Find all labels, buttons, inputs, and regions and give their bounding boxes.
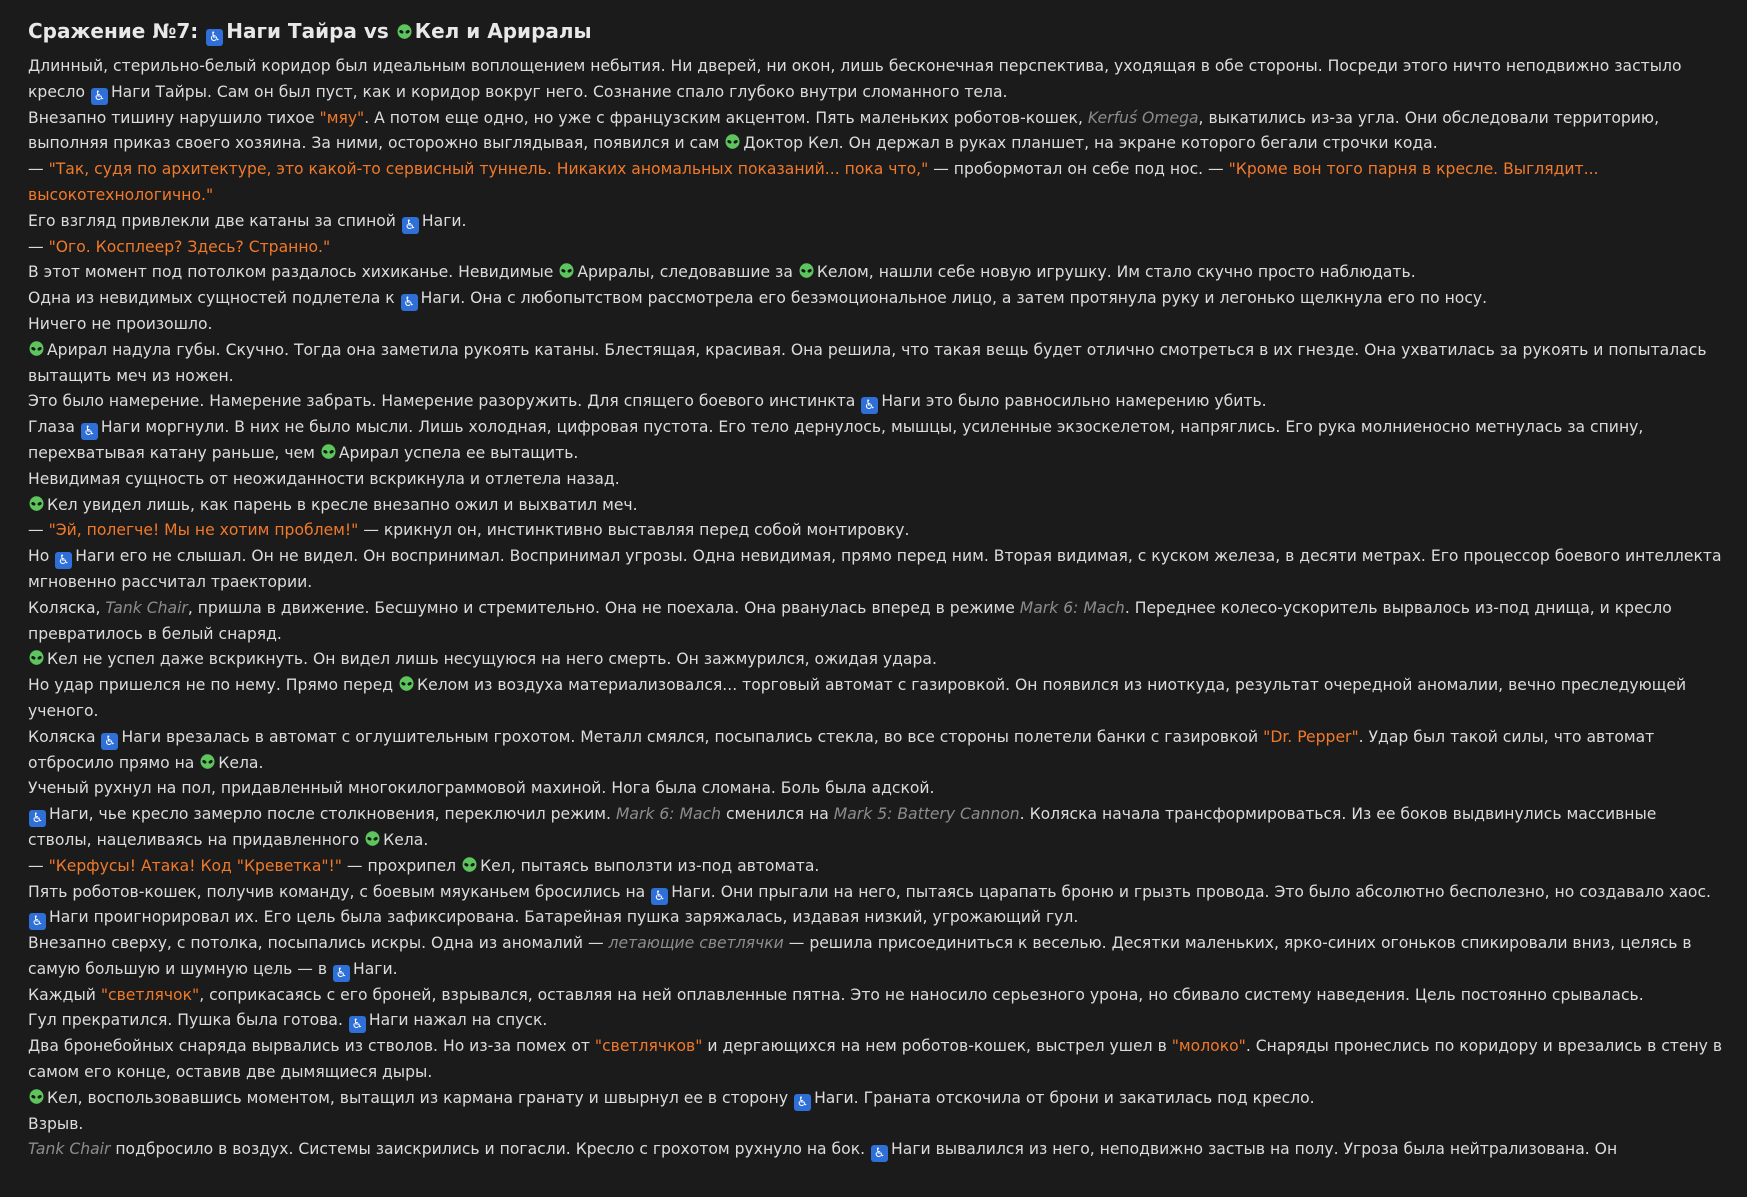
- narration-text: —: [28, 237, 49, 256]
- story-paragraph: [28, 802, 1723, 854]
- story-paragraph: [28, 776, 1723, 802]
- title-prefix: Сражение №7:: [28, 19, 206, 43]
- narration-text: Наги его не слышал. Он не видел. Он воспринимал. Воспринимал угрозы. Одна невидимая, прямо перед ним. Вторая видимая, с куском железа, в десяти метрах. Его процессор боевого интеллекта мгновенно рассчитал траектории.: [28, 547, 1722, 591]
- story-paragraph: [28, 1086, 1723, 1112]
- dialogue-quote: "Dr. Pepper": [1263, 727, 1359, 746]
- title-kel: Кел и Ариралы: [414, 19, 592, 43]
- narration-text: Кела.: [383, 830, 429, 849]
- narration-text: — прохрипел: [341, 856, 462, 875]
- narration-text: В этот момент под потолком раздалось хихиканье. Невидимые: [28, 263, 559, 282]
- narration-text: Невидимая сущность от неожиданности вскрикнула и отлетела назад.: [28, 469, 620, 488]
- alien-icon: [399, 676, 414, 693]
- narration-text: Но: [28, 547, 55, 566]
- wheelchair-icon: ♿: [206, 29, 223, 46]
- dialogue-quote: "светлячков": [594, 1037, 703, 1056]
- narration-text: Внезапно сверху, с потолка, посыпались искры. Одна из аномалий —: [28, 934, 609, 953]
- narration-text: Кел увидел лишь, как парень в кресле внезапно ожил и выхватил меч.: [47, 495, 638, 514]
- narration-text: Глаза: [28, 418, 80, 437]
- title-naga: Наги Тайра: [226, 19, 357, 43]
- dialogue-quote: "светлячок": [100, 985, 200, 1004]
- narration-text: Ничего не произошло.: [28, 314, 213, 333]
- story-paragraph: [28, 518, 1723, 544]
- wheelchair-icon: ♿: [101, 733, 118, 750]
- narration-text: Коляска,: [28, 598, 106, 617]
- alien-icon: [29, 650, 44, 667]
- narration-text: Ариралы, следовавшие за: [577, 263, 798, 282]
- narration-text: . Коляска начала трансформироваться. Из ее боков выдвинулись массивные стволы, нацеливаясь на придавленного: [28, 805, 1657, 849]
- narration-text: Наги врезалась в автомат с оглушительным грохотом. Металл смялся, посыпались стекла, во все стороны полетели банки с газировкой: [121, 727, 1264, 746]
- story-paragraph: [28, 596, 1723, 648]
- narration-text: . Снаряды пронеслись по коридору и врезались в стену в самом его конце, оставив две дымящиеся дыры.: [28, 1037, 1723, 1082]
- narration-text: Кела.: [218, 753, 264, 772]
- story-paragraph: [28, 647, 1723, 673]
- narration-text: Наги проигнорировал их. Его цель была зафиксирована. Батарейная пушка заряжалась, издавая низкий, угрожающий гул.: [49, 908, 1079, 927]
- narration-text: Взрыв.: [28, 1114, 84, 1133]
- narration-text: , выкатились из-за угла. Они обследовали территорию, выполняя приказ своего хозяина. За ними, осторожно выглядывая, появился и сам: [28, 108, 1660, 153]
- narration-text: Наги, чье кресло замерло после столкновения, переключил режим.: [49, 805, 616, 824]
- dialogue-quote: "Так, судя по архитектуре, это какой-то сервисный туннель. Никаких аномальных показаний... пока что,": [48, 160, 929, 179]
- narration-text: , соприкасаясь с его броней, взрывался, оставляя на ней оплавленные пятна. Это не наносило серьезного урона, но сбивало систему наведения. Цель постоянно срывалась.: [199, 985, 1644, 1004]
- dialogue-quote: "Кроме вон того парня в кресле. Выглядит... высокотехнологично.": [28, 160, 1599, 204]
- story-paragraph: [28, 235, 1723, 261]
- story-paragraph: [28, 880, 1723, 906]
- narration-text: Наги. Граната отскочила от брони и закатилась под кресло.: [814, 1088, 1315, 1107]
- wheelchair-icon: ♿: [91, 88, 108, 105]
- title-vs: vs: [356, 19, 396, 43]
- story-paragraph: [28, 544, 1723, 596]
- narration-text: Наги. Она с любопытством рассмотрела его безэмоциональное лицо, а затем протянула руку и легонько щелкнула его по носу.: [420, 289, 1488, 308]
- narration-text: подбросило в воздух. Системы заискрились и погасли. Кресло с грохотом рухнуло на бок.: [110, 1140, 871, 1159]
- dialogue-quote: "мяу": [319, 108, 365, 127]
- narration-text: и дергающихся на нем роботов-кошек, выстрел ушел в: [702, 1037, 1172, 1056]
- story-paragraph: [28, 106, 1723, 158]
- wheelchair-icon: ♿: [651, 888, 668, 905]
- story-paragraph: [28, 415, 1723, 467]
- alien-icon: [397, 24, 412, 41]
- wheelchair-icon: ♿: [333, 965, 350, 982]
- wheelchair-icon: ♿: [861, 397, 878, 414]
- narration-text: Одна из невидимых сущностей подлетела к: [28, 289, 400, 308]
- narration-text: . Удар был такой силы, что автомат отбросило прямо на: [28, 727, 1655, 772]
- narration-text: Келом из воздуха материализовался... торговый автомат с газировкой. Он появился из ниоткуда, результат очередной аномалии, вечно преследующей ученого.: [28, 676, 1687, 720]
- narration-text: Кел, пытаясь выползти из-под автомата.: [480, 856, 820, 875]
- story-paragraph: [28, 209, 1723, 235]
- italic-term: Kerfuś Omega: [1087, 108, 1199, 127]
- narration-text: Но удар пришелся не по нему. Прямо перед: [28, 676, 399, 695]
- narration-text: сменился на: [720, 805, 834, 824]
- story-paragraph: [28, 260, 1723, 286]
- narration-text: —: [28, 521, 49, 540]
- narration-text: Гул прекратился. Пушка была готова.: [28, 1011, 348, 1030]
- page-title: [28, 14, 1723, 48]
- wheelchair-icon: ♿: [401, 294, 418, 311]
- alien-icon: [321, 444, 336, 461]
- narration-text: Пять роботов-кошек, получив команду, с боевым мяуканьем бросились на: [28, 882, 651, 901]
- alien-icon: [799, 263, 814, 280]
- wheelchair-icon: ♿: [871, 1145, 888, 1162]
- wheelchair-icon: ♿: [402, 217, 419, 234]
- story-paragraph: [28, 338, 1723, 390]
- story-paragraph: [28, 1034, 1723, 1086]
- wheelchair-icon: ♿: [349, 1016, 366, 1033]
- narration-text: — крикнул он, инстинктивно выставляя перед собой монтировку.: [358, 521, 910, 540]
- narration-text: Коляска: [28, 727, 101, 746]
- narration-text: . А потом еще одно, но уже с французским акцентом. Пять маленьких роботов-кошек,: [364, 108, 1088, 127]
- story-paragraph: [28, 1008, 1723, 1034]
- dialogue-quote: "Ого. Косплеер? Здесь? Странно.": [48, 237, 331, 256]
- dialogue-quote: "молоко": [1171, 1037, 1246, 1056]
- italic-term: Mark 6: Mach: [1019, 598, 1125, 617]
- narration-text: Наги моргнули. В них не было мысли. Лишь холодная, цифровая пустота. Его тело дернулось, мышцы, усиленные экзоскелетом, напряглись. Его рука молниеносно метнулась за спину, перехватывая катану раньше, чем: [28, 418, 1644, 462]
- narration-text: Длинный, стерильно-белый коридор был идеальным воплощением небытия. Ни дверей, ни окон, лишь бесконечная перспектива, уходящая в обе стороны. Посреди этого ничто неподвижно застыло кресло: [28, 57, 1682, 101]
- italic-term: Tank Chair: [105, 598, 188, 617]
- wheelchair-icon: ♿: [29, 810, 46, 827]
- italic-term: Mark 6: Mach: [615, 805, 721, 824]
- narration-text: —: [28, 856, 49, 875]
- story-paragraph: [28, 854, 1723, 880]
- story-paragraph: [28, 983, 1723, 1009]
- alien-icon: [29, 496, 44, 513]
- narration-text: Наги нажал на спуск.: [368, 1011, 548, 1030]
- narration-text: Кел, воспользовавшись моментом, вытащил из кармана гранату и швырнул ее в сторону: [47, 1088, 794, 1107]
- story-paragraph: [28, 931, 1723, 983]
- narration-text: —: [28, 160, 49, 179]
- narration-text: , пришла в движение. Бесшумно и стремительно. Она не поехала. Она рванулась вперед в режиме: [187, 598, 1020, 617]
- narration-text: Наги.: [352, 959, 398, 978]
- story-paragraph: [28, 725, 1723, 777]
- alien-icon: [462, 857, 477, 874]
- wheelchair-icon: ♿: [81, 423, 98, 440]
- narration-text: Арирал надула губы. Скучно. Тогда она заметила рукоять катаны. Блестящая, красивая. Она решила, что такая вещь будет отлично смотреться в их гнезде. Она ухватилась за рукоять и попыталась вытащить меч из ножен.: [28, 340, 1707, 385]
- dialogue-quote: "Керфусы! Атака! Код "Креветка"!": [48, 856, 342, 875]
- story-paragraph: [28, 905, 1723, 931]
- wheelchair-icon: ♿: [29, 913, 46, 930]
- story-paragraph: [28, 389, 1723, 415]
- story-body: [28, 54, 1723, 1163]
- narration-text: — решила присоединиться к веселью. Десятки маленьких, ярко-синих огоньков спикировали вниз, целясь в самую большую и шумную цель — в: [28, 934, 1692, 978]
- narration-text: Это было намерение. Намерение забрать. Намерение разоружить. Для спящего боевого инстинкта: [28, 392, 861, 411]
- narration-text: Наги Тайры. Сам он был пуст, как и коридор вокруг него. Сознание спало глубоко внутри сломанного тела.: [110, 82, 1008, 101]
- narration-text: Арирал успела ее вытащить.: [338, 443, 579, 462]
- alien-icon: [725, 134, 740, 151]
- narration-text: Наги.: [421, 211, 467, 230]
- wheelchair-icon: ♿: [794, 1094, 811, 1111]
- dialogue-quote: "Эй, полегче! Мы не хотим проблем!": [48, 521, 359, 540]
- story-paragraph: [28, 312, 1723, 338]
- alien-icon: [29, 1089, 44, 1106]
- story-paragraph: [28, 1137, 1723, 1163]
- story-paragraph: [28, 673, 1723, 725]
- narration-text: Два бронебойных снаряда вырвались из стволов. Но из-за помех от: [28, 1037, 595, 1056]
- narration-text: Келом, нашли себе новую игрушку. Им стало скучно просто наблюдать.: [816, 263, 1416, 282]
- narration-text: Наги. Они прыгали на него, пытаясь царапать броню и грызть провода. Это было абсолютно бесполезно, но создавало хаос.: [671, 882, 1712, 901]
- italic-term: Mark 5: Battery Cannon: [833, 805, 1020, 824]
- narration-text: Внезапно тишину нарушило тихое: [28, 108, 320, 127]
- narration-text: — пробормотал он себе под нос. —: [928, 160, 1229, 179]
- alien-icon: [365, 831, 380, 848]
- story-paragraph: [28, 54, 1723, 106]
- narration-text: Наги вывалился из него, неподвижно застыв на полу. Угроза была нейтрализована. Он: [891, 1140, 1618, 1159]
- narration-text: Его взгляд привлекли две катаны за спиной: [28, 211, 401, 230]
- story-paragraph: [28, 157, 1723, 209]
- story-paragraph: [28, 493, 1723, 519]
- wheelchair-icon: ♿: [55, 552, 72, 569]
- italic-term: Tank Chair: [28, 1140, 111, 1159]
- narration-text: . Переднее колесо-ускоритель вырвалось из-под днища, и кресло превратилось в белый снаряд.: [28, 598, 1672, 643]
- narration-text: Наги это было равносильно намерению убить.: [881, 392, 1267, 411]
- story-paragraph: [28, 467, 1723, 493]
- narration-text: Доктор Кел. Он держал в руках планшет, на экране которого бегали строчки кода.: [743, 134, 1438, 153]
- story-paragraph: [28, 1112, 1723, 1138]
- narration-text: Ученый рухнул на пол, придавленный многокилограммовой махиной. Нога была сломана. Боль была адской.: [28, 779, 935, 798]
- narration-text: Каждый: [28, 985, 101, 1004]
- alien-icon: [559, 263, 574, 280]
- italic-term: летающие светлячки: [608, 934, 784, 953]
- story-paragraph: [28, 286, 1723, 312]
- alien-icon: [200, 754, 215, 771]
- alien-icon: [29, 341, 44, 358]
- narration-text: Кел не успел даже вскрикнуть. Он видел лишь несущуюся на него смерть. Он зажмурился, ожидая удара.: [47, 650, 937, 669]
